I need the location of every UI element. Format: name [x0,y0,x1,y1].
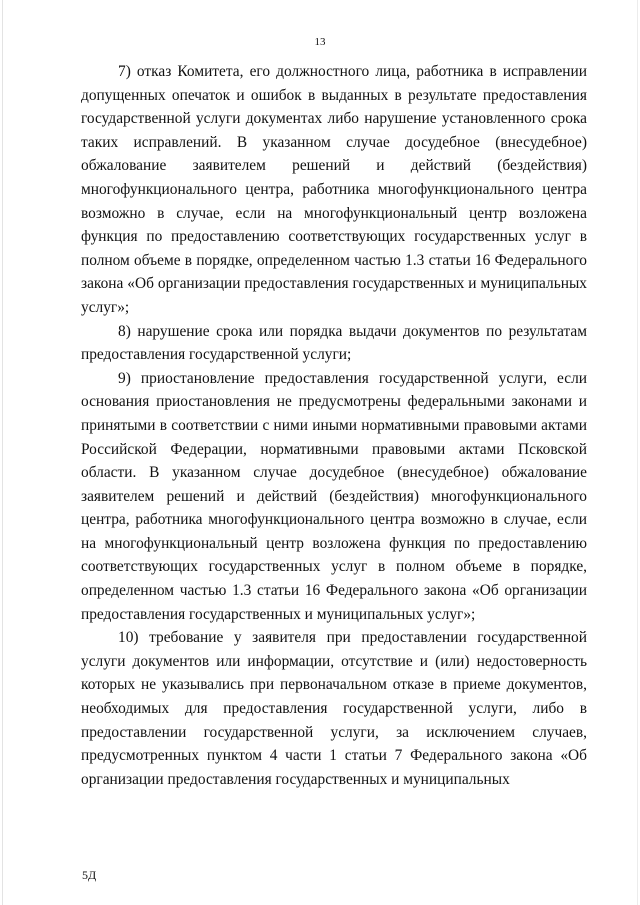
scan-edge-left [2,0,3,905]
page-number: 13 [314,36,326,48]
paragraph-item-8: 8) нарушение срока или порядка выдачи документов по результатам предоставления государственной услуги; [81,322,587,364]
paragraph-item-9: 9) приостановление предоставления государственной услуги, если основания приостановления не предусмотрены федеральными законами и принятыми в соответствии с ними иными нормативными правовыми актами Российской Федерации, нормативными правовыми актами Псковской области. В указанном случае досудебное (внесудебное) обжалование заявителем решений и действий (бездействия) многофункционального центра, работника многофункционального центра возможно в случае, если на многофункциональный центр возложена функция по предоставлению соответствующих государственных услуг в полном объеме в порядке, определенном частью 1.3 статьи 16 Федерального закона «Об организации предоставления государственных и муниципальных услуг»; [81,369,587,623]
footer-mark: 5Д [82,868,97,882]
paragraph-item-10: 10) требование у заявителя при предоставлении государственной услуги документов или информации, отсутствие и (или) недостоверность которых не указывались при первоначальном отказе в приеме документов, необходимых для предоставления государственной услуги, либо в предоставлении государственной услуги, за исключением случаев, предусмотренных пунктом 4 части 1 статьи 7 Федерального закона «Об организации предоставления государственных и муниципальных [81,629,587,788]
scan-edge-right [637,0,638,905]
document-body [81,60,587,791]
paragraph-item-7: 7) отказ Комитета, его должностного лица, работника в исправлении допущенных опечаток и ошибок в выданных в результате предоставления государственной услуги документах либо нарушение установленного срока таких исправлений. В указанном случае досудебное (внесудебное) обжалование заявителем решений и действий (бездействия) многофункционального центра, работника многофункционального центра возможно в случае, если на многофункциональный центр возложена функция по предоставлению соответствующих государственных услуг в полном объеме в порядке, определенном частью 1.3 статьи 16 Федерального закона «Об организации предоставления государственных и муниципальных услуг»; [81,63,587,316]
